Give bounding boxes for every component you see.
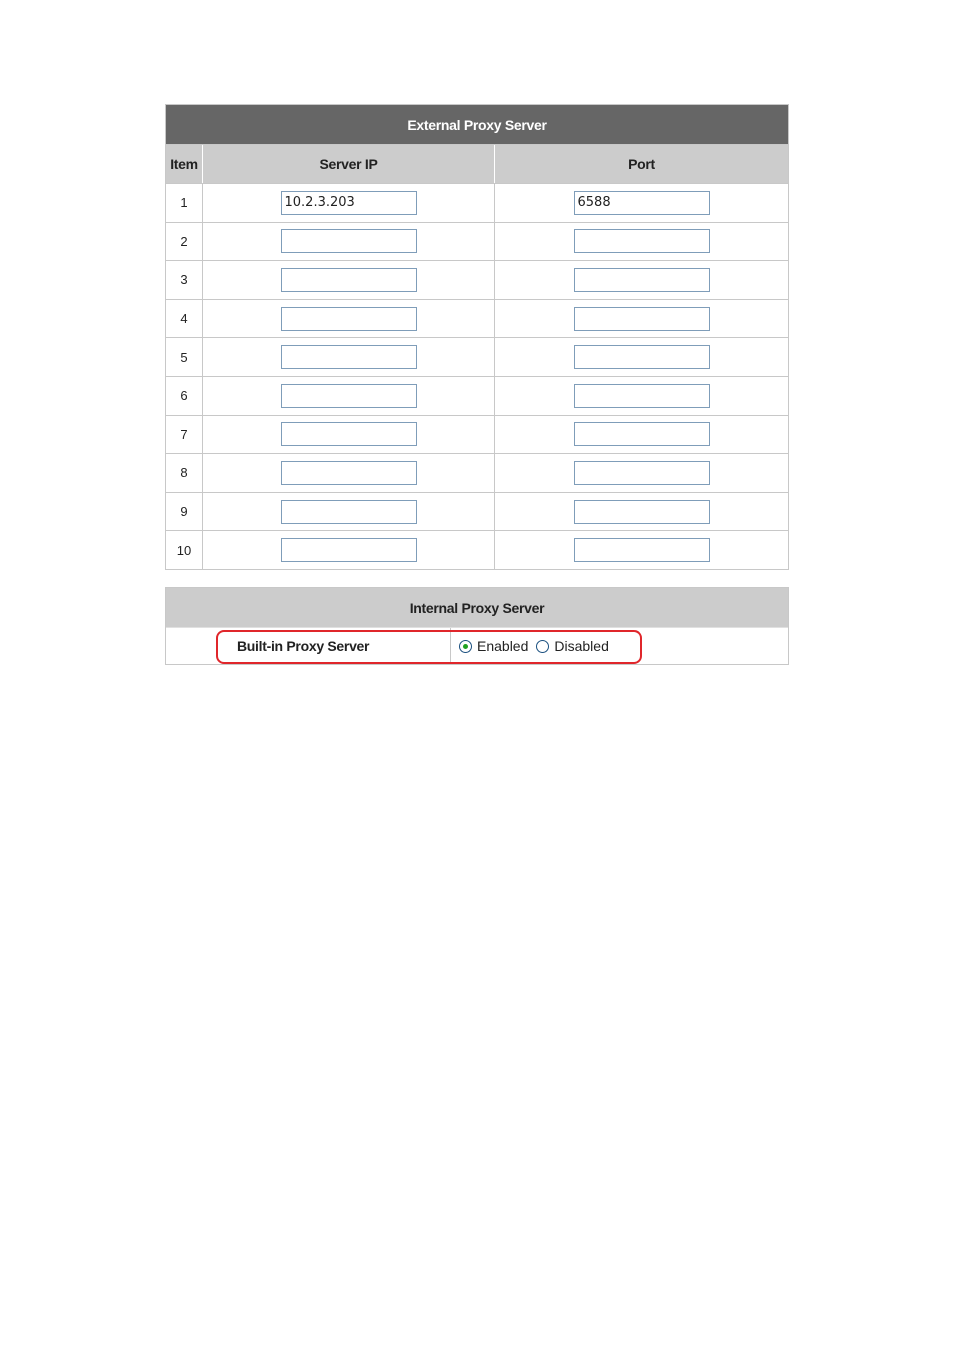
server-ip-input[interactable] bbox=[281, 307, 417, 331]
builtin-proxy-options bbox=[451, 628, 788, 664]
port-cell bbox=[495, 377, 788, 415]
port-input[interactable] bbox=[574, 384, 710, 408]
table-row bbox=[166, 337, 788, 376]
item-number: 5 bbox=[166, 338, 203, 376]
port-cell bbox=[495, 338, 788, 376]
external-proxy-header-row bbox=[166, 145, 788, 183]
table-row bbox=[166, 492, 788, 531]
item-number: 2 bbox=[166, 223, 203, 261]
port-input[interactable] bbox=[574, 461, 710, 485]
port-cell bbox=[495, 416, 788, 454]
server-ip-input[interactable] bbox=[281, 461, 417, 485]
server-ip-input[interactable] bbox=[281, 538, 417, 562]
item-number: 1 bbox=[166, 184, 203, 222]
item-column-header: Item bbox=[166, 145, 203, 183]
table-row bbox=[166, 183, 788, 222]
external-proxy-table bbox=[165, 104, 789, 570]
server-ip-column-header: Server IP bbox=[203, 145, 495, 183]
enabled-radio-dot bbox=[463, 644, 468, 649]
disabled-radio[interactable] bbox=[536, 638, 608, 654]
table-row bbox=[166, 260, 788, 299]
server-ip-input[interactable] bbox=[281, 229, 417, 253]
table-row bbox=[166, 415, 788, 454]
server-ip-input[interactable] bbox=[281, 384, 417, 408]
server-ip-input[interactable] bbox=[281, 422, 417, 446]
external-proxy-title: External Proxy Server bbox=[166, 105, 788, 145]
table-row bbox=[166, 376, 788, 415]
server-ip-input[interactable] bbox=[281, 345, 417, 369]
server-ip-cell bbox=[203, 531, 495, 569]
port-input[interactable] bbox=[574, 307, 710, 331]
table-row bbox=[166, 299, 788, 338]
server-ip-cell bbox=[203, 377, 495, 415]
server-ip-cell bbox=[203, 261, 495, 299]
server-ip-cell bbox=[203, 300, 495, 338]
builtin-proxy-row bbox=[166, 627, 788, 664]
port-input[interactable] bbox=[574, 422, 710, 446]
port-cell bbox=[495, 493, 788, 531]
port-cell bbox=[495, 531, 788, 569]
port-cell bbox=[495, 184, 788, 222]
port-input[interactable] bbox=[574, 345, 710, 369]
enabled-radio[interactable] bbox=[459, 638, 528, 654]
disabled-radio-circle[interactable] bbox=[536, 640, 549, 653]
internal-proxy-title: Internal Proxy Server bbox=[166, 588, 788, 627]
port-input[interactable] bbox=[574, 191, 710, 215]
server-ip-cell bbox=[203, 338, 495, 376]
enabled-radio-circle[interactable] bbox=[459, 640, 472, 653]
port-cell bbox=[495, 223, 788, 261]
port-input[interactable] bbox=[574, 538, 710, 562]
port-column-header: Port bbox=[628, 156, 655, 172]
builtin-proxy-label: Built-in Proxy Server bbox=[166, 628, 451, 664]
port-input[interactable] bbox=[574, 268, 710, 292]
server-ip-input[interactable] bbox=[281, 191, 417, 215]
internal-proxy-table bbox=[165, 587, 789, 665]
port-input[interactable] bbox=[574, 229, 710, 253]
table-row bbox=[166, 530, 788, 569]
server-ip-cell bbox=[203, 454, 495, 492]
item-number: 9 bbox=[166, 493, 203, 531]
port-cell bbox=[495, 261, 788, 299]
item-number: 7 bbox=[166, 416, 203, 454]
item-number: 10 bbox=[166, 531, 203, 569]
table-row bbox=[166, 222, 788, 261]
server-ip-cell bbox=[203, 184, 495, 222]
item-number: 6 bbox=[166, 377, 203, 415]
external-proxy-rows bbox=[166, 183, 788, 569]
item-number: 8 bbox=[166, 454, 203, 492]
port-input[interactable] bbox=[574, 500, 710, 524]
server-ip-cell bbox=[203, 223, 495, 261]
disabled-radio-label[interactable]: Disabled bbox=[554, 638, 609, 654]
server-ip-cell bbox=[203, 416, 495, 454]
port-cell bbox=[495, 300, 788, 338]
item-number: 4 bbox=[166, 300, 203, 338]
port-cell bbox=[495, 454, 788, 492]
table-row bbox=[166, 453, 788, 492]
server-ip-input[interactable] bbox=[281, 500, 417, 524]
enabled-radio-label[interactable]: Enabled bbox=[477, 638, 529, 654]
item-number: 3 bbox=[166, 261, 203, 299]
server-ip-cell bbox=[203, 493, 495, 531]
server-ip-input[interactable] bbox=[281, 268, 417, 292]
